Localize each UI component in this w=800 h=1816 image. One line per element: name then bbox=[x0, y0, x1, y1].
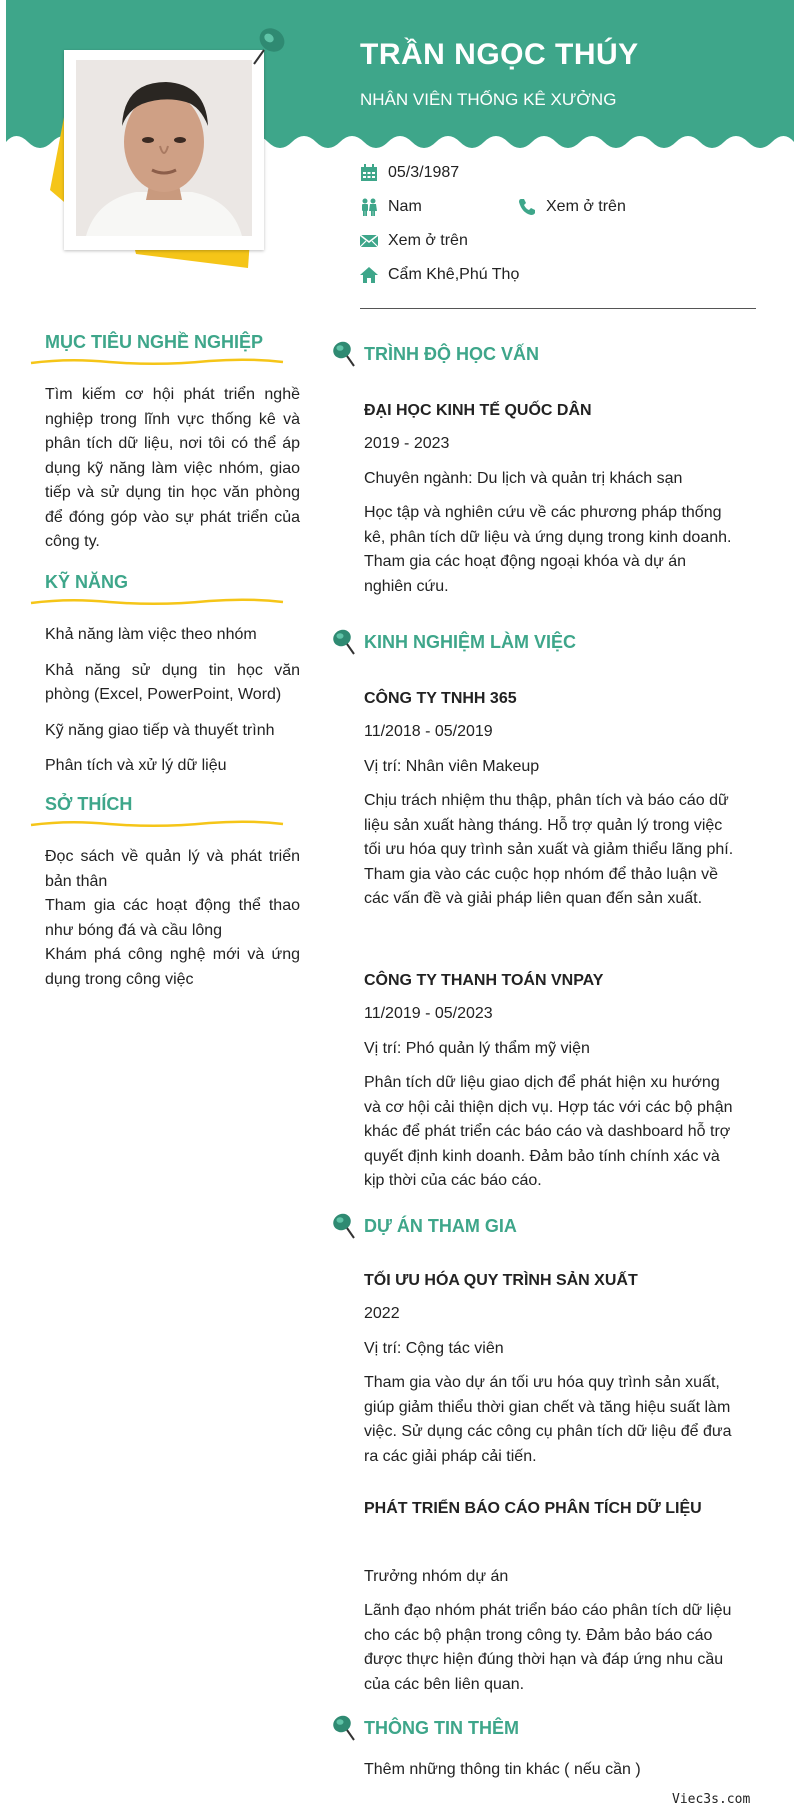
contact-birthdate bbox=[360, 164, 459, 182]
objective-heading: MỤC TIÊU NGHỀ NGHIỆP bbox=[45, 332, 264, 352]
additional-entry bbox=[364, 1758, 734, 1783]
contact-email bbox=[360, 232, 468, 250]
company-name: CÔNG TY THANH TOÁN VNPAY bbox=[364, 972, 604, 989]
pin-icon bbox=[330, 340, 356, 368]
contact-address bbox=[360, 266, 519, 284]
school-name: ĐẠI HỌC KINH TẾ QUỐC DÂN bbox=[364, 402, 592, 419]
experience-entry bbox=[364, 690, 734, 912]
home-icon bbox=[360, 266, 378, 284]
education-heading: TRÌNH ĐỘ HỌC VẤN bbox=[364, 343, 539, 364]
skills-section bbox=[45, 572, 300, 779]
hobbies-heading: SỞ THÍCH bbox=[45, 794, 133, 814]
pin-icon bbox=[330, 1212, 356, 1240]
education-heading-row bbox=[330, 340, 539, 368]
gender-value: Nam bbox=[388, 198, 422, 215]
additional-heading: THÔNG TIN THÊM bbox=[364, 1717, 519, 1738]
hobbies-section bbox=[45, 794, 300, 992]
objective-section bbox=[45, 332, 300, 555]
project-name: PHÁT TRIỂN BÁO CÁO PHÂN TÍCH DỮ LIỆU bbox=[364, 1500, 702, 1517]
profile-photo bbox=[76, 60, 252, 236]
additional-heading-row bbox=[330, 1714, 519, 1742]
profile-photo-area bbox=[40, 30, 300, 280]
skills-heading: KỸ NĂNG bbox=[45, 572, 129, 592]
hobby-item: Khám phá công nghệ mới và ứng dụng trong công việc bbox=[45, 946, 300, 988]
education-major: Chuyên ngành: Du lịch và quản trị khách sạn bbox=[364, 469, 683, 487]
experience-position: Vị trí: Nhân viên Makeup bbox=[364, 757, 540, 775]
experience-description: Chịu trách nhiệm thu thập, phân tích và báo cáo dữ liệu sản xuất hàng tháng. Hỗ trợ quản lý trong việc tối ưu hóa quy trình sản xuất và giảm thiểu lãng phí. Tham gia vào các cuộc họp nhóm để thảo luận về các vấn đề và giải pháp liên quan đến sản xuất. bbox=[364, 792, 734, 907]
experience-period: 11/2018 - 05/2019 bbox=[364, 723, 493, 740]
objective-text: Tìm kiếm cơ hội phát triển nghề nghiệp trong lĩnh vực thống kê và phân tích dữ liệu, nơi tôi có thể áp dụng kỹ năng làm việc nhóm, giao tiếp và sử dụng tin học văn phòng để đóng góp vào sự phát triển của công ty. bbox=[45, 386, 300, 550]
project-description: Lãnh đạo nhóm phát triển báo cáo phân tích dữ liệu cho các bộ phận trong công ty. Đảm bảo báo cáo được thực hiện đúng thời hạn và đáp ứng nhu cầu của các bên liên quan. bbox=[364, 1602, 732, 1693]
heading-underline bbox=[29, 597, 285, 607]
project-period: 2022 bbox=[364, 1305, 400, 1322]
project-description: Tham gia vào dự án tối ưu hóa quy trình sản xuất, giúp giảm thiểu thời gian chết và tăng hiệu suất làm việc. Sử dụng các công cụ phân tích dữ liệu để đưa ra các giải pháp cải tiến. bbox=[364, 1374, 732, 1465]
experience-position: Vị trí: Phó quản lý thẩm mỹ viện bbox=[364, 1039, 590, 1057]
project-role: Trưởng nhóm dự án bbox=[364, 1567, 509, 1585]
project-period bbox=[364, 1530, 734, 1555]
education-description: Học tập và nghiên cứu về các phương pháp thống kê, phân tích dữ liệu và ứng dụng trong kinh doanh. Tham gia các hoạt động ngoại khóa và dự án nghiên cứu. bbox=[364, 504, 732, 595]
address-value: Cẩm Khê,Phú Thọ bbox=[388, 266, 520, 283]
contact-divider bbox=[360, 308, 756, 309]
skill-item: Khả năng làm việc theo nhóm bbox=[45, 626, 257, 643]
pin-icon bbox=[330, 1714, 356, 1742]
phone-value: Xem ở trên bbox=[546, 198, 626, 215]
portrait-image bbox=[76, 60, 252, 236]
experience-heading-row bbox=[330, 628, 576, 656]
candidate-name: TRẦN NGỌC THÚY bbox=[360, 38, 639, 71]
projects-heading: DỰ ÁN THAM GIA bbox=[364, 1215, 517, 1236]
education-period: 2019 - 2023 bbox=[364, 435, 450, 452]
hobby-item: Tham gia các hoạt động thể thao như bóng đá và cầu lông bbox=[45, 897, 300, 939]
contact-phone bbox=[518, 198, 626, 216]
heading-underline bbox=[29, 819, 285, 829]
email-value: Xem ở trên bbox=[388, 232, 468, 249]
pin-icon bbox=[330, 628, 356, 656]
additional-text: Thêm những thông tin khác ( nếu cần ) bbox=[364, 1761, 641, 1778]
project-name: TỐI ƯU HÓA QUY TRÌNH SẢN XUẤT bbox=[364, 1272, 638, 1289]
project-entry bbox=[364, 1272, 734, 1469]
calendar-icon bbox=[360, 164, 378, 182]
skill-item: Phân tích và xử lý dữ liệu bbox=[45, 757, 227, 774]
job-title: NHÂN VIÊN THỐNG KÊ XƯỞNG bbox=[360, 90, 617, 109]
birthdate-value: 05/3/1987 bbox=[388, 164, 460, 181]
gender-icon bbox=[360, 198, 378, 216]
email-icon bbox=[360, 232, 378, 250]
experience-description: Phân tích dữ liệu giao dịch để phát hiện xu hướng và cơ hội cải thiện dịch vụ. Hợp tác với các bộ phận khác để phát triển các báo cáo và dashboard hỗ trợ quyết định kinh doanh. Đảm bảo tính chính xác và kịp thời của các báo cáo. bbox=[364, 1074, 733, 1189]
experience-period: 11/2019 - 05/2023 bbox=[364, 1005, 493, 1022]
company-name: CÔNG TY TNHH 365 bbox=[364, 690, 517, 707]
watermark: Viec3s.com bbox=[672, 1792, 751, 1807]
skill-item: Kỹ năng giao tiếp và thuyết trình bbox=[45, 721, 275, 739]
experience-heading: KINH NGHIỆM LÀM VIỆC bbox=[364, 631, 577, 652]
pin-icon bbox=[250, 24, 294, 70]
hobby-item: Đọc sách về quản lý và phát triển bản thân bbox=[45, 848, 300, 890]
project-entry bbox=[364, 1500, 734, 1697]
project-role: Vị trí: Cộng tác viên bbox=[364, 1339, 504, 1357]
skill-item: Khả năng sử dụng tin học văn phòng (Excel, PowerPoint, Word) bbox=[45, 661, 300, 703]
contact-gender bbox=[360, 198, 422, 216]
phone-icon bbox=[518, 198, 536, 216]
experience-entry bbox=[364, 972, 734, 1194]
projects-heading-row bbox=[330, 1212, 517, 1240]
education-entry bbox=[364, 402, 734, 599]
heading-underline bbox=[29, 357, 285, 367]
photo-frame bbox=[64, 50, 264, 250]
